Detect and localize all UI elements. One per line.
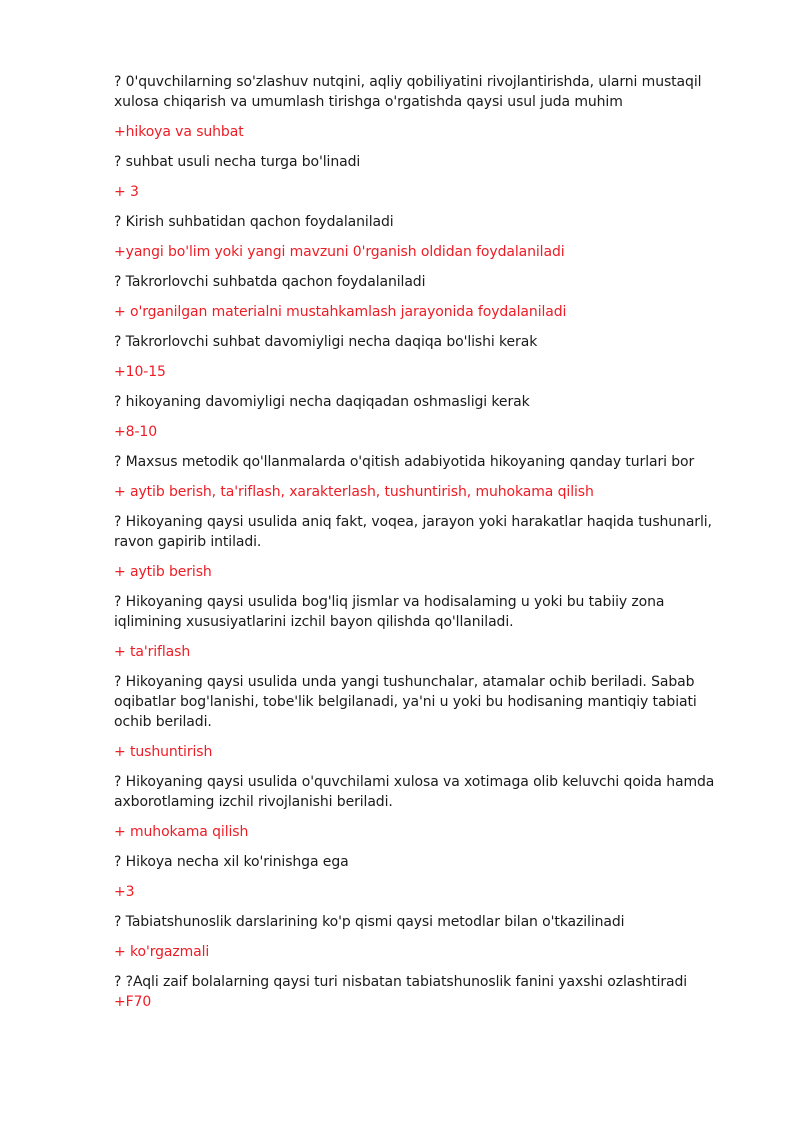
- answer-14: +F70: [114, 994, 152, 1010]
- answer-6: +8-10: [114, 424, 158, 440]
- question-2: ? suhbat usuli necha turga bo'linadi: [114, 154, 361, 170]
- document-page: [114, 72, 720, 1012]
- question-3: ? Kirish suhbatidan qachon foydalaniladi: [114, 214, 394, 230]
- answer-3: +yangi bo'lim yoki yangi mavzuni 0'rganish oldidan foydalaniladi: [114, 244, 565, 260]
- question-12: ? Hikoya necha xil ko'rinishga ega: [114, 854, 349, 870]
- question-5: ? Takrorlovchi suhbat davomiyligi necha daqiqa bo'lishi kerak: [114, 334, 538, 350]
- answer-4: + o'rganilgan materialni mustahkamlash jarayonida foydalaniladi: [114, 304, 567, 320]
- question-9: ? Hikoyaning qaysi usulida bog'liq jismlar va hodisalaming u yoki bu tabiiy zona iqlimining xususiyatlarini izchil bayon qilishda qo'llaniladi.: [114, 594, 665, 630]
- answer-12: +3: [114, 884, 135, 900]
- answer-8: + aytib berish: [114, 564, 212, 580]
- answer-11: + muhokama qilish: [114, 824, 249, 840]
- answer-2: + 3: [114, 184, 139, 200]
- answer-10: + tushuntirish: [114, 744, 213, 760]
- question-14: ? ?Aqli zaif bolalarning qaysi turi nisbatan tabiatshunoslik fanini yaxshi ozlashtiradi: [114, 974, 688, 990]
- question-11: ? Hikoyaning qaysi usulida o'quvchilami xulosa va xotimaga olib keluvchi qoida hamda axborotlaming izchil rivojlanishi beriladi.: [114, 774, 715, 810]
- question-10: ? Hikoyaning qaysi usulida unda yangi tushunchalar, atamalar ochib beriladi. Sabab oqibatlar bog'lanishi, tobe'lik belgilanadi, ya'ni u yoki bu hodisaning mantiqiy tabiati ochib beriladi.: [114, 674, 697, 730]
- question-4: ? Takrorlovchi suhbatda qachon foydalaniladi: [114, 274, 426, 290]
- answer-7: + aytib berish, ta'riflash, xarakterlash, tushuntirish, muhokama qilish: [114, 484, 594, 500]
- question-1: ? 0'quvchilarning so'zlashuv nutqini, aqliy qobiliyatini rivojlantirishda, ularni mustaqil xulosa chiqarish va umumlash tirishga o'rgatishda qaysi usul juda muhim: [114, 74, 702, 110]
- question-8: ? Hikoyaning qaysi usulida aniq fakt, voqea, jarayon yoki harakatlar haqida tushunarli, ravon gapirib intiladi.: [114, 514, 712, 550]
- answer-9: + ta'riflash: [114, 644, 191, 660]
- answer-13: + ko'rgazmali: [114, 944, 210, 960]
- answer-1: +hikoya va suhbat: [114, 124, 244, 140]
- question-6: ? hikoyaning davomiyligi necha daqiqadan oshmasligi kerak: [114, 394, 530, 410]
- question-7: ? Maxsus metodik qo'llanmalarda o'qitish adabiyotida hikoyaning qanday turlari bor: [114, 454, 695, 470]
- question-13: ? Tabiatshunoslik darslarining ko'p qismi qaysi metodlar bilan o'tkazilinadi: [114, 914, 625, 930]
- answer-5: +10-15: [114, 364, 166, 380]
